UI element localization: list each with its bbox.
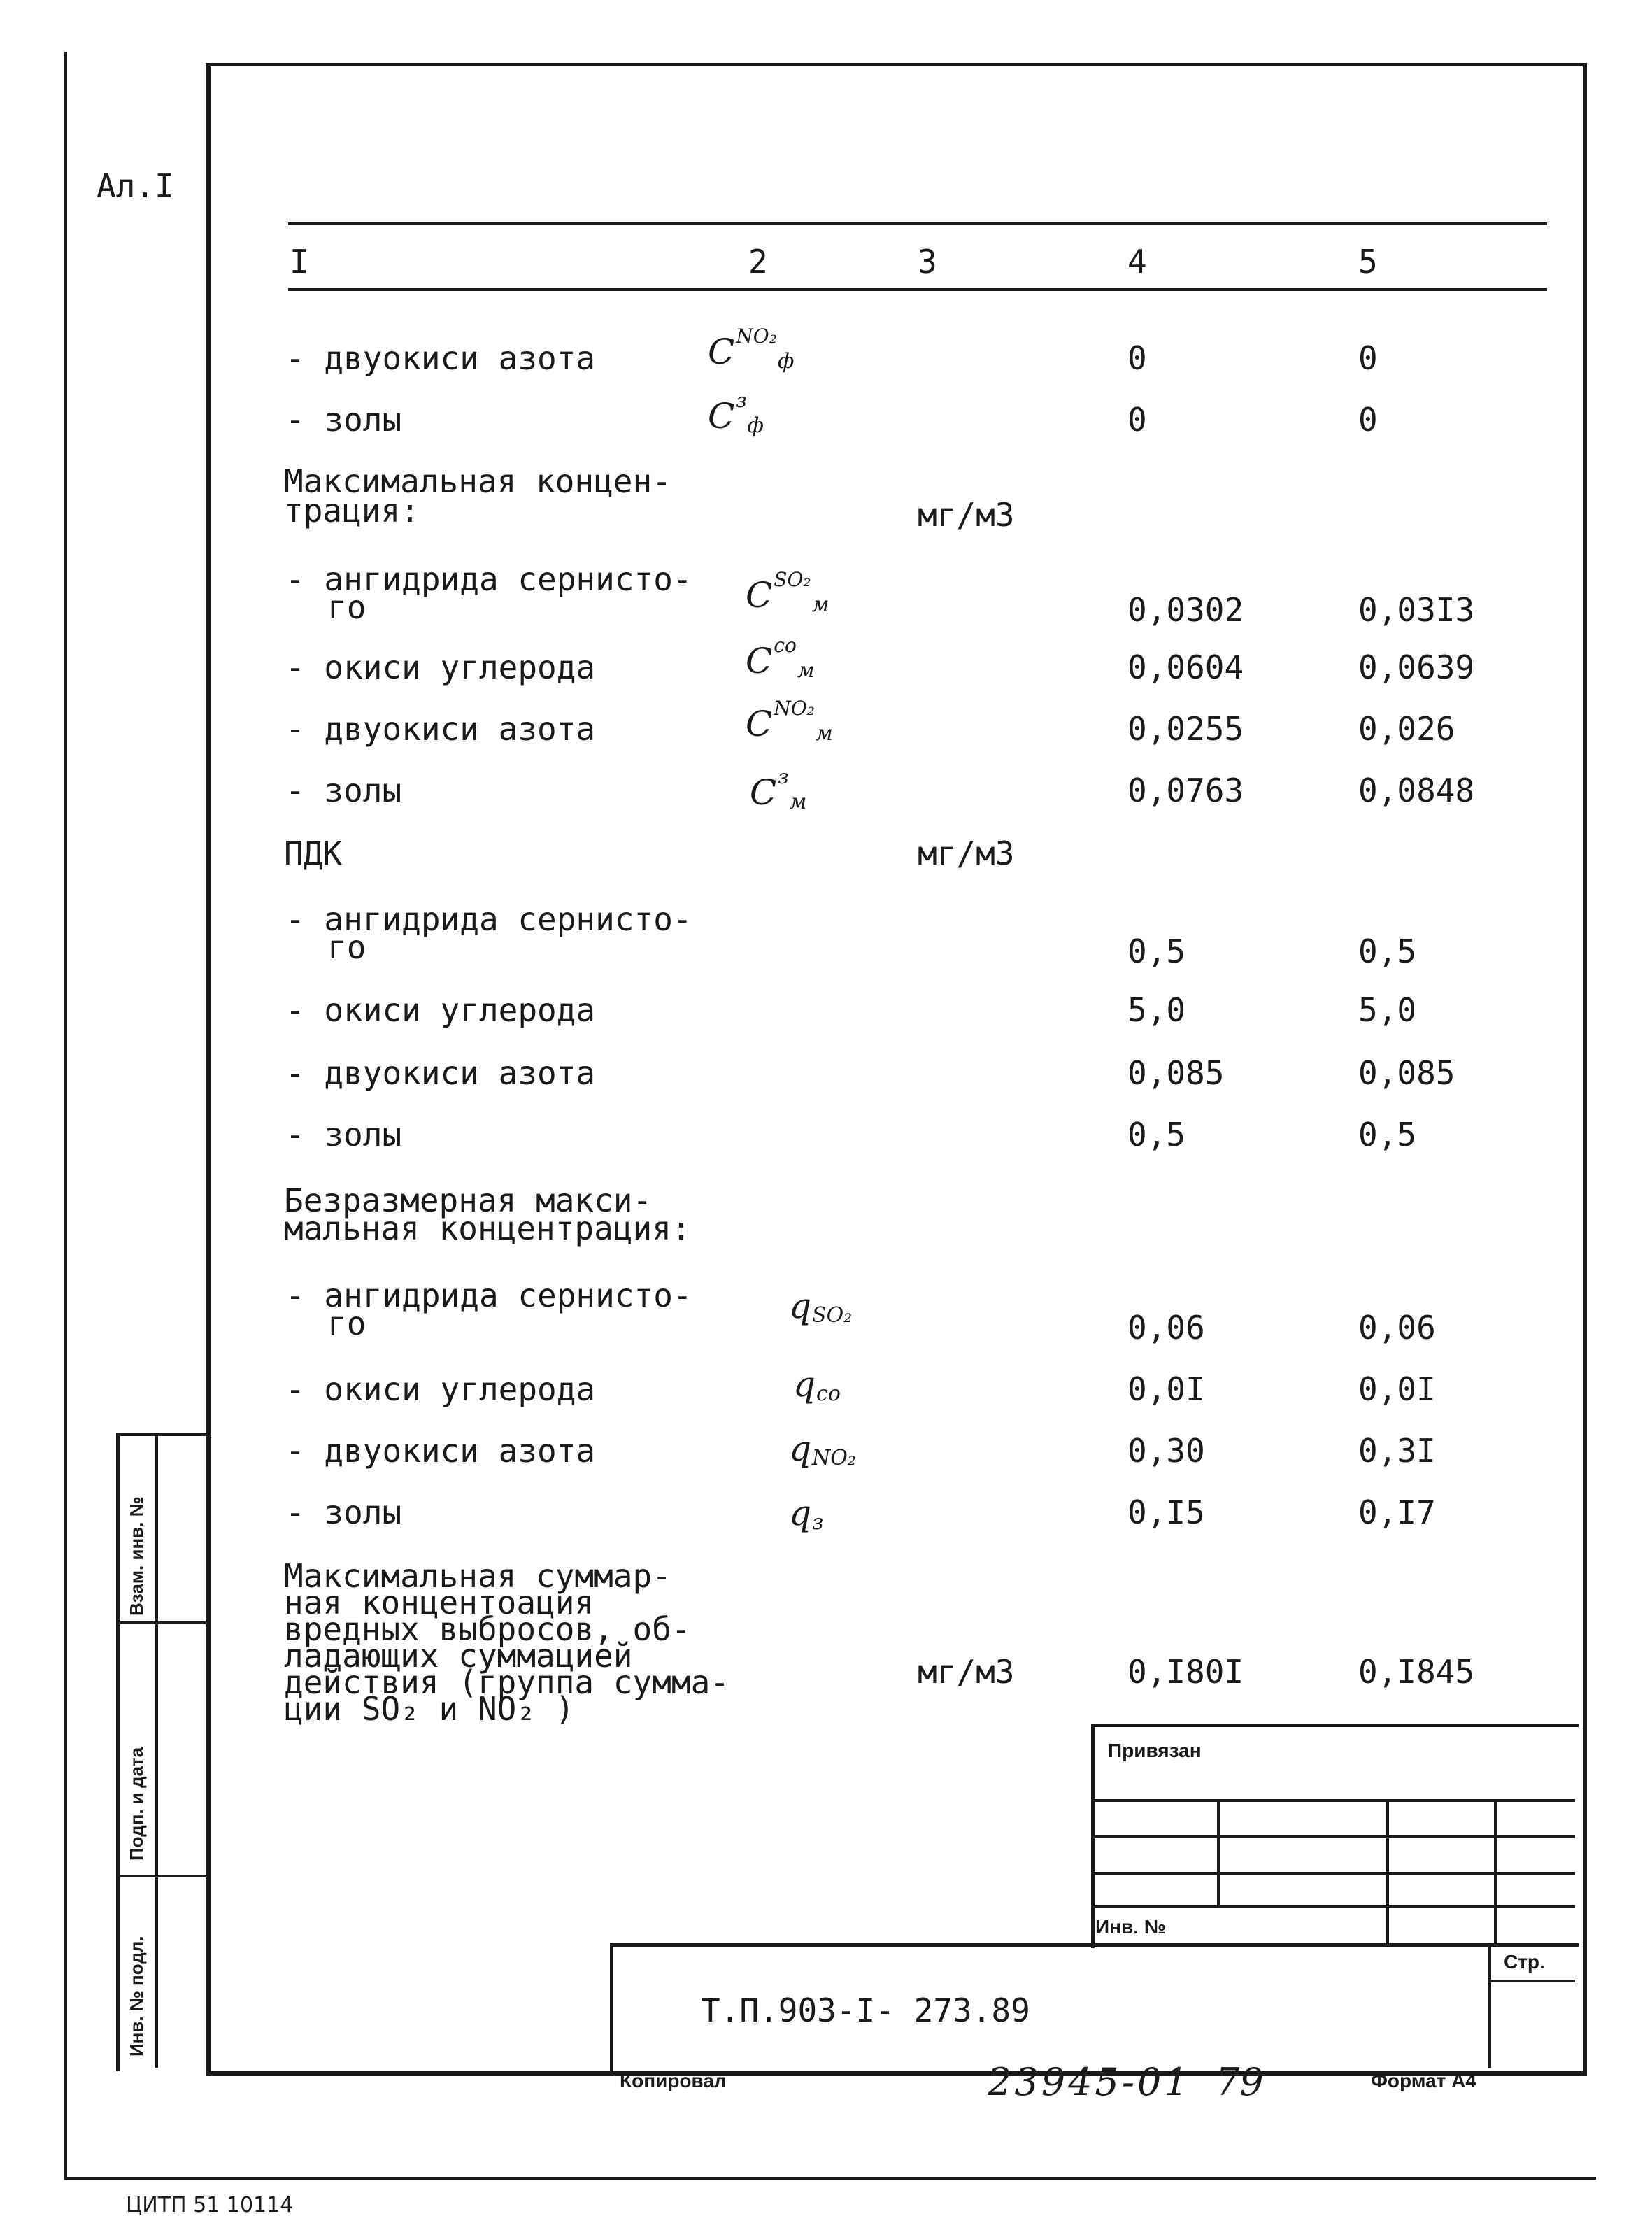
side-stamp-row-line <box>116 1875 207 1877</box>
privyazan-row-line <box>1091 1905 1575 1908</box>
row-label: - двуокиси азота <box>285 1432 596 1470</box>
row-label: - золы <box>285 772 402 809</box>
row-value-col4: 0,I5 <box>1127 1493 1205 1531</box>
row-value-col5: 0,03I3 <box>1358 591 1475 629</box>
row-unit: мг/м3 <box>918 1653 1015 1691</box>
row-label: - окиси углерода <box>285 991 596 1029</box>
row-value-col4: 0,30 <box>1127 1432 1205 1470</box>
row-value-col5: 0,0I <box>1358 1370 1436 1408</box>
row-symbol: $q_{co}$ <box>793 1364 841 1406</box>
row-label: - двуокиси азота <box>285 339 596 377</box>
row-value-col5: 0,026 <box>1358 710 1455 748</box>
page-col-line <box>1488 1943 1491 2068</box>
row-symbol: $q_{SO_2}$ <box>789 1286 853 1328</box>
row-value-col4: 0,0763 <box>1127 772 1244 809</box>
side-stamp-divider <box>155 1433 158 2068</box>
row-symbol: $C^{NO_2}_ф$ <box>708 325 795 374</box>
copied-label: Копировал <box>620 2070 727 2091</box>
section-label: ПДК <box>284 835 343 872</box>
inv-no-label: Инв. № <box>1095 1916 1167 1938</box>
page-left-edge <box>64 52 67 2179</box>
stamp-podp-label: Подп. и дата <box>126 1747 147 1861</box>
col-header-2: 2 <box>748 243 768 280</box>
header-top-rule <box>288 222 1547 225</box>
row-symbol: $C^{NO_2}_м$ <box>746 697 833 746</box>
row-unit: мг/м3 <box>918 835 1015 872</box>
row-value-col4: 0,5 <box>1127 1116 1186 1153</box>
row-value-col4: 0,0255 <box>1127 710 1244 748</box>
row-value-col4: 0,0I <box>1127 1370 1205 1408</box>
row-label: ции SO₂ и NO₂ ) <box>284 1690 575 1728</box>
row-value-col5: 0,3I <box>1358 1432 1436 1470</box>
row-symbol: $C^{co}_м$ <box>746 634 815 683</box>
row-label: - ангидрида сернисто- <box>285 1277 692 1314</box>
row-value-col5: 0 <box>1358 401 1378 439</box>
row-label: - ангидрида сернисто- <box>285 900 692 938</box>
row-label: действия (группа сумма- <box>284 1663 729 1701</box>
col-header-5: 5 <box>1358 243 1378 280</box>
stamp-inv-podl-label: Инв. № подл. <box>126 1936 147 2057</box>
hand-page: 79 <box>1216 2060 1264 2104</box>
row-value-col4: 0,085 <box>1127 1054 1225 1092</box>
row-label: Максимальная суммар- <box>284 1557 671 1595</box>
col-header-1: I <box>290 243 309 280</box>
row-value-col4: 0,0604 <box>1127 648 1244 686</box>
row-value-col4: 5,0 <box>1127 991 1186 1029</box>
row-symbol: $q_{NO_2}$ <box>789 1428 856 1470</box>
row-label: - золы <box>285 1116 402 1153</box>
row-label: - окиси углерода <box>285 648 596 686</box>
row-label: - двуокиси азота <box>285 1054 596 1092</box>
row-label: ладающих суммацией <box>284 1637 633 1675</box>
row-value-col5: 0,06 <box>1358 1309 1436 1347</box>
row-symbol: $C^{SO_2}_м$ <box>746 568 829 617</box>
row-symbol: $C^з_м$ <box>750 765 807 814</box>
stamp-vzam-label: Взам. инв. № <box>126 1496 147 1616</box>
row-value-col5: 0 <box>1358 339 1378 377</box>
row-value-col5: 0,085 <box>1358 1054 1455 1092</box>
privyazan-col-line <box>1217 1799 1220 1905</box>
privyazan-col-line <box>1386 1799 1389 1945</box>
row-label: - двуокиси азота <box>285 710 596 748</box>
row-value-col4: 0,5 <box>1127 932 1186 970</box>
row-value-col4: 0,0302 <box>1127 591 1244 629</box>
privyazan-row-line <box>1091 1835 1575 1838</box>
footer-code: ЦИТП 51 10114 <box>126 2193 294 2217</box>
row-value-col4: 0 <box>1127 339 1147 377</box>
row-value-col5: 0,I845 <box>1358 1653 1475 1691</box>
format-label: Формат А4 <box>1371 2070 1476 2091</box>
section-label: мальная концентрация: <box>284 1209 691 1247</box>
page-bottom-edge <box>64 2177 1596 2180</box>
side-stamp-row-line <box>116 1621 207 1624</box>
row-label: го <box>327 1305 366 1342</box>
row-unit: мг/м3 <box>918 496 1015 534</box>
privyazan-label: Привязан <box>1108 1740 1202 1761</box>
privyazan-row-line <box>1091 1799 1575 1802</box>
page-row-line <box>1488 1980 1575 1982</box>
row-value-col4: 0,06 <box>1127 1309 1205 1347</box>
privyazan-row-line <box>1091 1872 1575 1875</box>
row-value-col5: 0,5 <box>1358 1116 1417 1153</box>
row-label: - золы <box>285 1493 402 1531</box>
row-value-col5: 5,0 <box>1358 991 1417 1029</box>
row-value-col4: 0,I80I <box>1127 1653 1244 1691</box>
col-header-3: 3 <box>918 243 937 280</box>
row-value-col5: 0,0639 <box>1358 648 1475 686</box>
doc-code: Т.П.903-I- 273.89 <box>701 1991 1030 2029</box>
row-label: - золы <box>285 401 402 439</box>
row-label: го <box>327 588 366 626</box>
row-symbol: $q_з$ <box>789 1493 824 1535</box>
corner-label: Ал.I <box>97 167 174 205</box>
row-value-col5: 0,I7 <box>1358 1493 1436 1531</box>
row-label: вредных выбросов, об- <box>284 1610 691 1648</box>
section-label: Безразмерная макси- <box>284 1181 653 1219</box>
header-bottom-rule <box>288 288 1547 291</box>
section-label: трация: <box>284 492 420 530</box>
row-label: - ангидрида сернисто- <box>285 560 692 598</box>
row-label: го <box>327 928 366 966</box>
row-symbol: $C^з_ф$ <box>708 389 764 438</box>
hand-number: 23945-01 <box>988 2060 1191 2104</box>
row-value-col5: 0,0848 <box>1358 772 1475 809</box>
row-value-col4: 0 <box>1127 401 1147 439</box>
privyazan-col-line <box>1494 1799 1497 1945</box>
row-value-col5: 0,5 <box>1358 932 1417 970</box>
col-header-4: 4 <box>1127 243 1147 280</box>
row-label: - окиси углерода <box>285 1370 596 1408</box>
page-label: Стр. <box>1504 1951 1545 1973</box>
section-label: Максимальная концен- <box>284 462 671 500</box>
row-label: ная концентоация <box>284 1584 594 1621</box>
